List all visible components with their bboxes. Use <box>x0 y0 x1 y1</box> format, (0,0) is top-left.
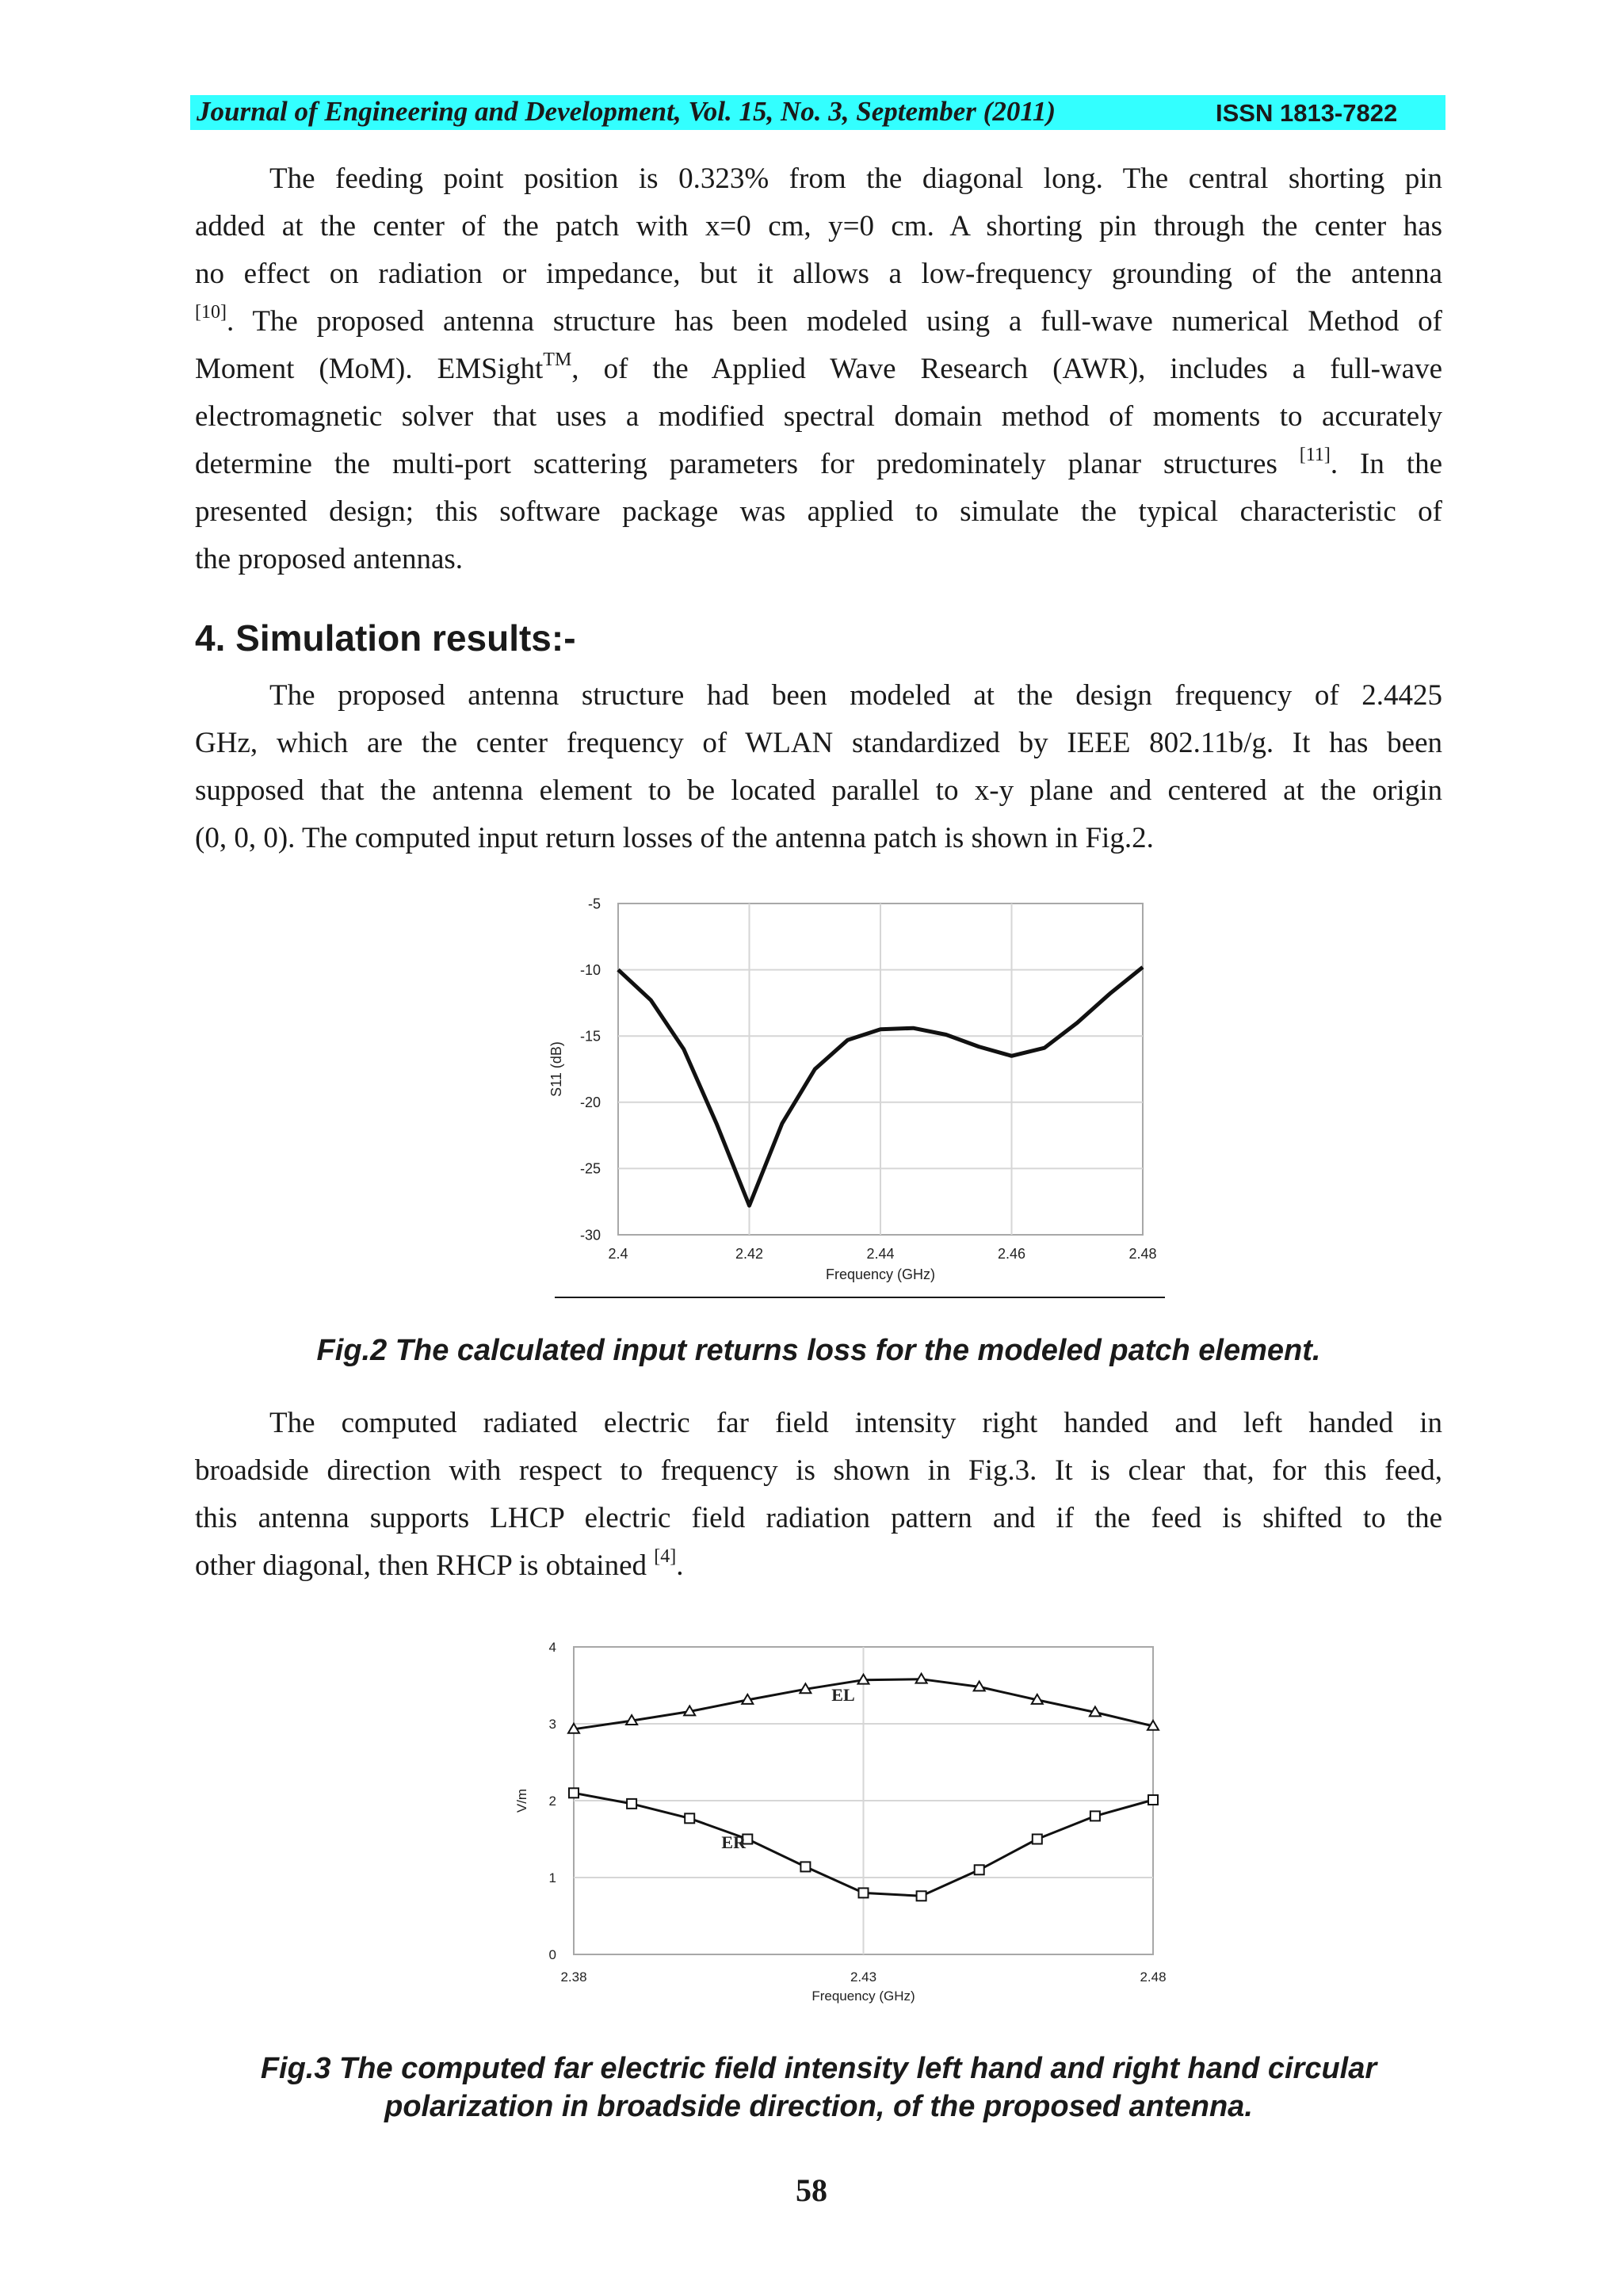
paragraph-far-field <box>195 1400 1442 1590</box>
y-tick-label: -10 <box>579 961 601 978</box>
citation: [10] <box>195 302 227 323</box>
fig3-caption <box>195 2050 1442 2126</box>
series-label-er: ER <box>721 1832 746 1853</box>
trademark: TM <box>543 350 572 370</box>
y-tick-label: -5 <box>587 896 601 912</box>
square-marker <box>627 1799 636 1809</box>
x-tick-label: 2.48 <box>1128 1246 1157 1262</box>
page-number: 58 <box>796 2172 827 2208</box>
paragraph-line: other diagonal, then RHCP is obtained [4]. <box>195 1546 684 1582</box>
paragraph-line: determine the multi-port scattering parameters for predominately planar structures [11]. In the <box>195 445 1442 480</box>
paragraph-line: Moment (MoM). EMSight™, of the Applied Wave Research (AWR), includes a full-wave <box>195 350 1442 385</box>
y-tick-label: -15 <box>579 1028 601 1045</box>
fig3-caption-line: polarization in broadside direction, of the proposed antenna. <box>384 2090 1253 2123</box>
series-label-el: EL <box>831 1684 855 1705</box>
square-marker <box>975 1865 984 1874</box>
x-tick-label: 2.43 <box>850 1969 877 1985</box>
y-axis-label: V/m <box>514 1788 529 1813</box>
x-axis-label: Frequency (GHz) <box>825 1266 936 1282</box>
y-tick-label: 3 <box>548 1716 556 1732</box>
section-heading: 4. Simulation results:- <box>195 617 576 659</box>
y-tick-label: 2 <box>548 1793 556 1809</box>
figure-underline <box>555 1297 1165 1298</box>
paragraph-line: The computed radiated electric far field intensity right handed and left handed in <box>269 1407 1442 1439</box>
field-intensity-chart <box>507 1633 1189 2013</box>
y-tick-label: 0 <box>548 1946 556 1962</box>
issn: ISSN 1813-7822 <box>1216 99 1398 127</box>
y-tick-label: -30 <box>579 1227 601 1244</box>
paragraph-line: [10]. The proposed antenna structure has been modeled using a full-wave numerical Method of <box>195 302 1442 338</box>
paragraph-line: the proposed antennas. <box>195 543 464 575</box>
paragraph-line: no effect on radiation or impedance, but it allows a low-frequency grounding of the antenna <box>195 258 1442 290</box>
square-marker <box>1090 1811 1100 1820</box>
paragraph-line: electromagnetic solver that uses a modified spectral domain method of moments to accurately <box>195 400 1442 433</box>
citation: [11] <box>1299 445 1331 465</box>
y-tick-label: 1 <box>548 1870 556 1885</box>
fig3-caption-line: Fig.3 The computed far electric field intensity left hand and right hand circular <box>260 2052 1377 2085</box>
paragraph-line: supposed that the antenna element to be located parallel to x-y plane and centered at the origin <box>195 774 1442 807</box>
paragraph-line: broadside direction with respect to frequency is shown in Fig.3. It is clear that, for this feed, <box>195 1454 1442 1487</box>
x-tick-label: 2.44 <box>866 1246 895 1262</box>
square-marker <box>685 1813 694 1823</box>
fig2-caption: Fig.2 The calculated input returns loss for the modeled patch element. <box>316 1334 1321 1367</box>
x-tick-label: 2.42 <box>735 1246 764 1262</box>
x-tick-label: 2.4 <box>608 1246 628 1262</box>
square-marker <box>1148 1795 1158 1805</box>
y-tick-label: -25 <box>579 1160 601 1177</box>
paragraph-line: added at the center of the patch with x=0 cm, y=0 cm. A shorting pin through the center has <box>195 210 1442 243</box>
y-axis-label: S11 (dB) <box>548 1041 564 1097</box>
square-marker <box>859 1888 869 1897</box>
s11-chart <box>539 888 1173 1300</box>
x-axis-label: Frequency (GHz) <box>812 1988 915 2004</box>
paragraph-simulation <box>195 672 1442 862</box>
x-tick-label: 2.46 <box>997 1246 1026 1262</box>
x-tick-label: 2.48 <box>1140 1969 1167 1985</box>
y-tick-label: -20 <box>579 1095 601 1111</box>
paragraph-line: (0, 0, 0). The computed input return losses of the antenna patch is shown in Fig.2. <box>195 822 1154 854</box>
paragraph-method <box>195 155 1442 583</box>
journal-title: Journal of Engineering and Development, Vol. 15, No. 3, September (2011) <box>197 96 1056 127</box>
paragraph-line: The feeding point position is 0.323% from the diagonal long. The central shorting pin <box>269 162 1442 195</box>
square-marker <box>917 1891 926 1901</box>
square-marker <box>800 1862 810 1871</box>
citation: [4] <box>654 1546 677 1567</box>
square-marker <box>569 1788 579 1797</box>
paragraph-line: GHz, which are the center frequency of WLAN standardized by IEEE 802.11b/g. It has been <box>195 727 1442 759</box>
x-tick-label: 2.38 <box>560 1969 587 1985</box>
paragraph-line: this antenna supports LHCP electric field radiation pattern and if the feed is shifted to the <box>195 1502 1442 1534</box>
paragraph-line: presented design; this software package was applied to simulate the typical characteristic of <box>195 495 1442 528</box>
y-tick-label: 4 <box>548 1639 556 1655</box>
square-marker <box>1033 1835 1042 1844</box>
paragraph-line: The proposed antenna structure had been modeled at the design frequency of 2.4425 <box>269 679 1442 712</box>
